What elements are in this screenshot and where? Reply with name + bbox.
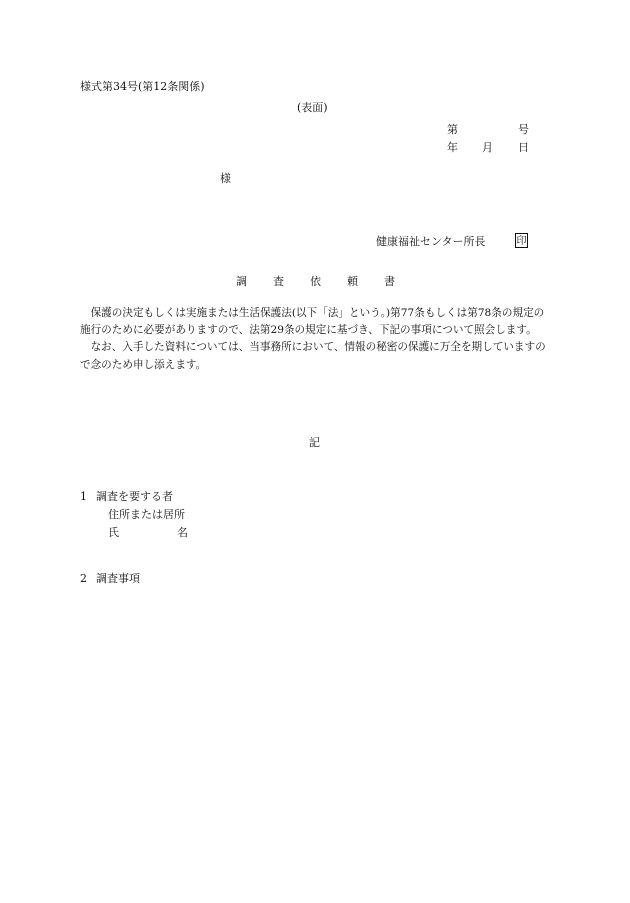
title-char: 依	[310, 275, 321, 288]
item-1-name-label	[108, 527, 188, 538]
ki-heading: 記	[309, 436, 320, 449]
name-label-right: 名	[177, 526, 188, 539]
document-title	[236, 276, 395, 287]
item-number: 2	[80, 572, 87, 585]
form-number: 様式第34号(第12条関係)	[80, 80, 205, 93]
document-number-row	[447, 124, 529, 135]
sender-title: 健康福祉センター所長	[376, 235, 486, 248]
item-1	[80, 491, 173, 502]
seal-stamp-box: 印	[515, 233, 528, 248]
body-paragraph: なお、入手した資料については、当事務所において、情報の秘密の保護に万全を期していますので念のため申し添えます。	[80, 341, 546, 371]
item-label: 調査を要する者	[96, 490, 173, 503]
document-number-suffix: 号	[518, 123, 529, 136]
date-month-label: 月	[482, 141, 493, 154]
title-char: 頼	[347, 275, 358, 288]
body-text	[80, 305, 552, 374]
title-char: 査	[273, 275, 284, 288]
addressee-honorific: 様	[220, 172, 231, 185]
date-day-label: 日	[518, 141, 529, 154]
document-number-prefix: 第	[447, 123, 458, 136]
name-label-left: 氏	[108, 526, 119, 539]
date-year-label: 年	[447, 141, 458, 154]
body-paragraph: 保護の決定もしくは実施または生活保護法(以下「法」という。)第77条もしくは第78条の規定の施行のために必要がありますので、法第29条の規定に基づき、下記の事項について照会します。	[80, 307, 545, 337]
item-2	[80, 573, 140, 584]
item-number: 1	[80, 490, 87, 503]
title-char: 調	[236, 275, 247, 288]
item-1-address-label: 住所または居所	[108, 508, 185, 521]
item-label: 調査事項	[96, 572, 140, 585]
side-label: (表面)	[297, 101, 328, 114]
title-char: 書	[384, 275, 395, 288]
